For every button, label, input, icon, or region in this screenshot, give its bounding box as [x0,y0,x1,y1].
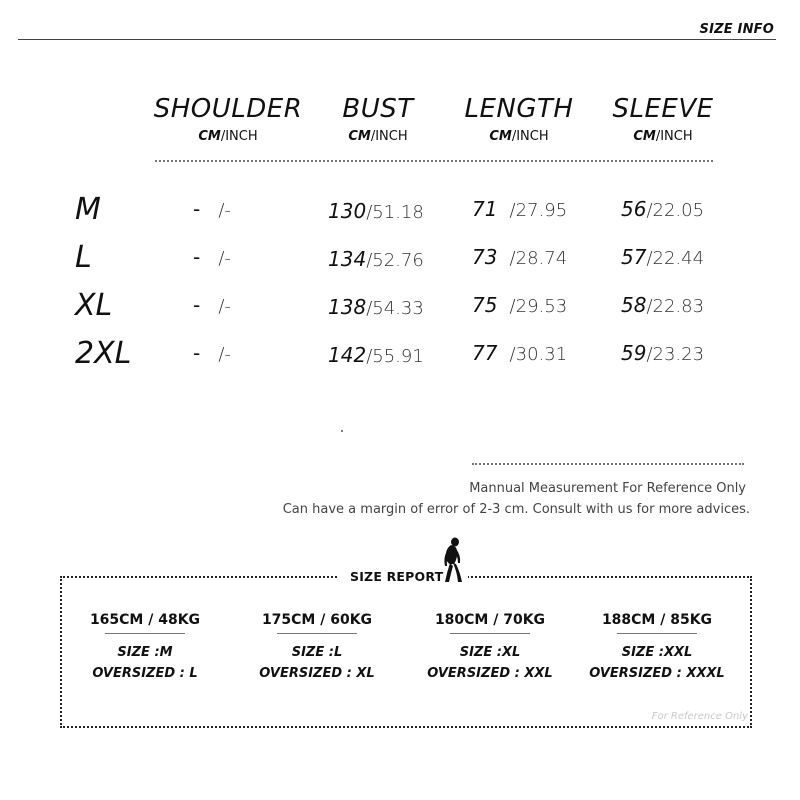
bust-value: 130/51.18 [328,199,424,223]
header-divider [18,39,776,40]
page-title: SIZE INFO [699,22,774,37]
column-unit: CM/INCH [489,129,549,144]
column-unit: CM/INCH [198,129,258,144]
column-label: SLEEVE [612,94,714,124]
size-label-m: M [75,192,101,227]
height-weight: 188CM / 85KG [601,612,713,628]
shoulder-value: - /- [193,293,231,317]
length-value: 75 /29.53 [472,293,568,317]
note-margin-error: Can have a margin of error of 2-3 cm. Consult with us for more advices. [282,502,750,517]
column-header-shoulder [153,96,303,143]
length-value: 73 /28.74 [472,245,568,269]
size-label-xl: XL [75,288,113,323]
recommended-size: SIZE :L [291,645,343,660]
oversized-size: OVERSIZED : L [92,666,198,681]
column-unit: CM/INCH [348,129,408,144]
recommended-size: SIZE :XXL [621,645,693,660]
sleeve-value: 58/22.83 [621,293,705,317]
bust-value: 134/52.76 [328,247,424,271]
column-label: LENGTH [464,94,574,124]
height-weight: 180CM / 70KG [434,612,546,628]
height-weight: 165CM / 48KG [89,612,201,628]
stray-dot [341,430,343,432]
height-weight: 175CM / 60KG [261,612,373,628]
oversized-size: OVERSIZED : XL [259,666,375,681]
notes-dotted-divider [472,463,744,465]
entry-divider [617,633,697,634]
oversized-size: OVERSIZED : XXL [427,666,553,681]
bust-value: 138/54.33 [328,295,424,319]
size-report-entry [572,613,742,680]
entry-divider [105,633,185,634]
note-reference: Mannual Measurement For Reference Only [469,481,746,496]
shoulder-value: - /- [193,197,231,221]
sleeve-value: 56/22.05 [621,197,705,221]
entry-divider [450,633,530,634]
walking-ape-icon [440,536,466,584]
shoulder-value: - /- [193,341,231,365]
size-report-entry [405,613,575,680]
column-header-bust [318,96,438,143]
shoulder-value: - /- [193,245,231,269]
sleeve-value: 57/22.44 [621,245,705,269]
column-header-sleeve [603,96,723,143]
size-label-2xl: 2XL [75,336,132,371]
recommended-size: SIZE :M [117,645,173,660]
length-value: 77 /30.31 [472,341,568,365]
size-report-title: SIZE REPORT [350,569,444,584]
entry-divider [277,633,357,634]
column-label: SHOULDER [153,94,303,124]
column-header-length [455,96,583,143]
reference-footnote: For Reference Only [651,711,748,722]
size-report-entry [60,613,230,680]
column-label: BUST [342,94,414,124]
recommended-size: SIZE :XL [459,645,521,660]
sleeve-value: 59/23.23 [621,341,705,365]
bust-value: 142/55.91 [328,343,424,367]
oversized-size: OVERSIZED : XXXL [589,666,725,681]
length-value: 71 /27.95 [472,197,568,221]
size-report-entry [232,613,402,680]
column-unit: CM/INCH [633,129,693,144]
size-label-l: L [75,240,92,275]
header-dotted-divider [155,160,713,162]
